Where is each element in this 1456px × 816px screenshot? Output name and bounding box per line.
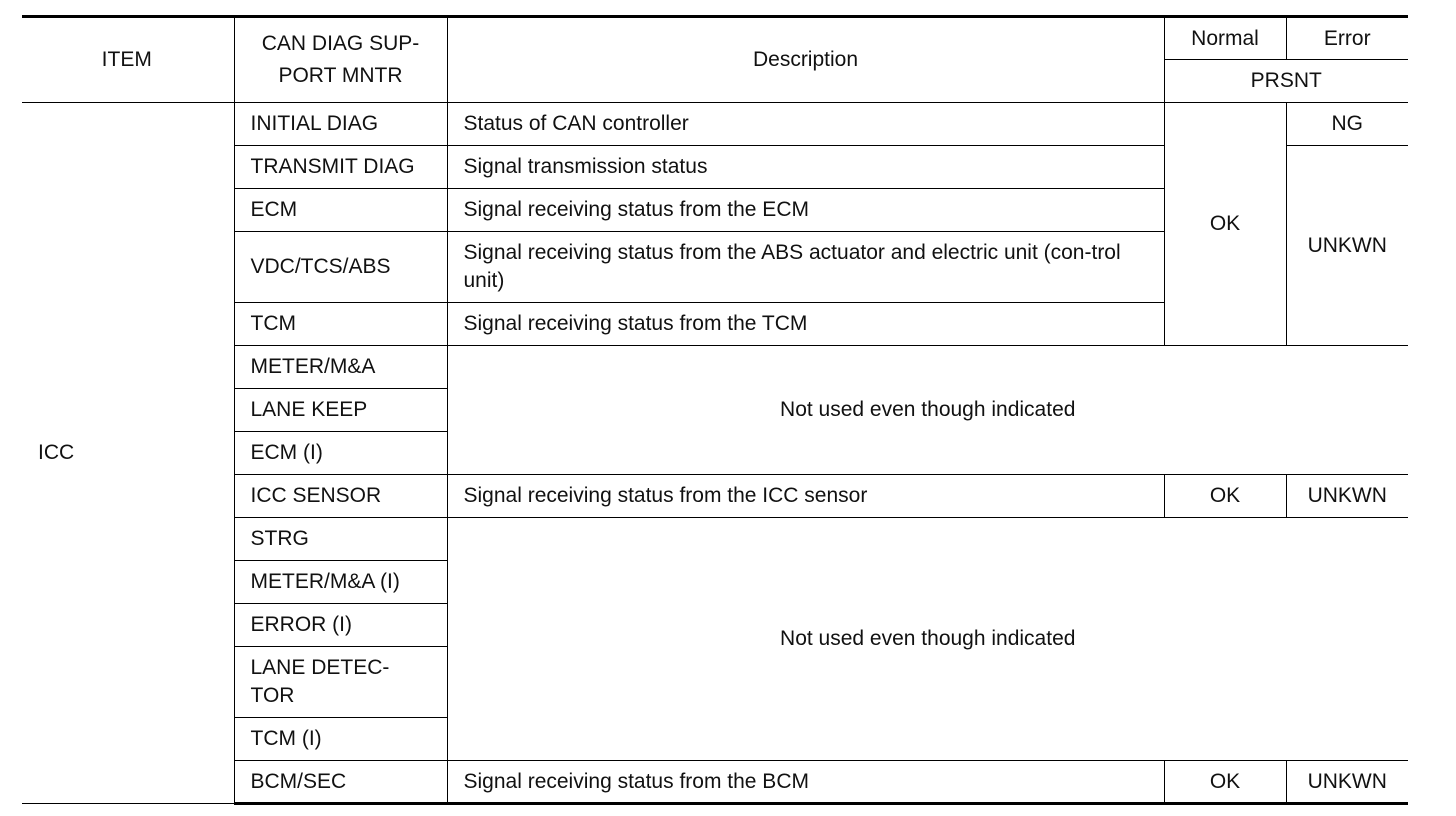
mntr-meter-ma-i: METER/M&A (I)	[234, 561, 447, 604]
not-used-note-1: Not used even though indicated	[447, 346, 1408, 475]
desc-ecm: Signal receiving status from the ECM	[447, 189, 1164, 232]
error-unkwn-icc-sensor: UNKWN	[1286, 475, 1408, 518]
mntr-initial-diag: INITIAL DIAG	[234, 103, 447, 146]
desc-transmit-diag: Signal transmission status	[447, 146, 1164, 189]
diagnosis-table-container	[22, 0, 1408, 816]
error-ng: NG	[1286, 103, 1408, 146]
mntr-icc-sensor: ICC SENSOR	[234, 475, 447, 518]
mntr-lane-keep: LANE KEEP	[234, 389, 447, 432]
header-monitor-line2: PORT MNTR	[278, 64, 403, 87]
header-error: Error	[1286, 17, 1408, 60]
header-can-diag-support-monitor	[234, 17, 447, 103]
mntr-meter-ma: METER/M&A	[234, 346, 447, 389]
mntr-error-i: ERROR (I)	[234, 604, 447, 647]
mntr-ecm-i: ECM (I)	[234, 432, 447, 475]
desc-tcm: Signal receiving status from the TCM	[447, 303, 1164, 346]
mntr-lane-detector: LANE DETEC-TOR	[234, 647, 447, 718]
mntr-tcm: TCM	[234, 303, 447, 346]
normal-ok-group: OK	[1164, 103, 1286, 346]
mntr-bcm-sec: BCM/SEC	[234, 761, 447, 804]
can-diag-support-monitor-table	[22, 15, 1408, 805]
desc-icc-sensor: Signal receiving status from the ICC sensor	[447, 475, 1164, 518]
desc-bcm-sec: Signal receiving status from the BCM	[447, 761, 1164, 804]
mntr-vdc-tcs-abs: VDC/TCS/ABS	[234, 232, 447, 303]
item-icc: ICC	[22, 103, 234, 804]
mntr-ecm: ECM	[234, 189, 447, 232]
error-unkwn-group: UNKWN	[1286, 146, 1408, 346]
error-unkwn-bcm-sec: UNKWN	[1286, 761, 1408, 804]
desc-initial-diag: Status of CAN controller	[447, 103, 1164, 146]
desc-vdc-tcs-abs: Signal receiving status from the ABS actuator and electric unit (con-trol unit)	[447, 232, 1164, 303]
header-monitor-line1: CAN DIAG SUP-	[261, 32, 420, 55]
mntr-transmit-diag: TRANSMIT DIAG	[234, 146, 447, 189]
normal-ok-icc-sensor: OK	[1164, 475, 1286, 518]
table-row	[22, 103, 1408, 146]
mntr-tcm-i: TCM (I)	[234, 718, 447, 761]
header-prsnt: PRSNT	[1164, 60, 1408, 103]
not-used-note-2: Not used even though indicated	[447, 518, 1408, 761]
mntr-strg: STRG	[234, 518, 447, 561]
header-description: Description	[447, 17, 1164, 103]
header-item: ITEM	[22, 17, 234, 103]
normal-ok-bcm-sec: OK	[1164, 761, 1286, 804]
header-normal: Normal	[1164, 17, 1286, 60]
